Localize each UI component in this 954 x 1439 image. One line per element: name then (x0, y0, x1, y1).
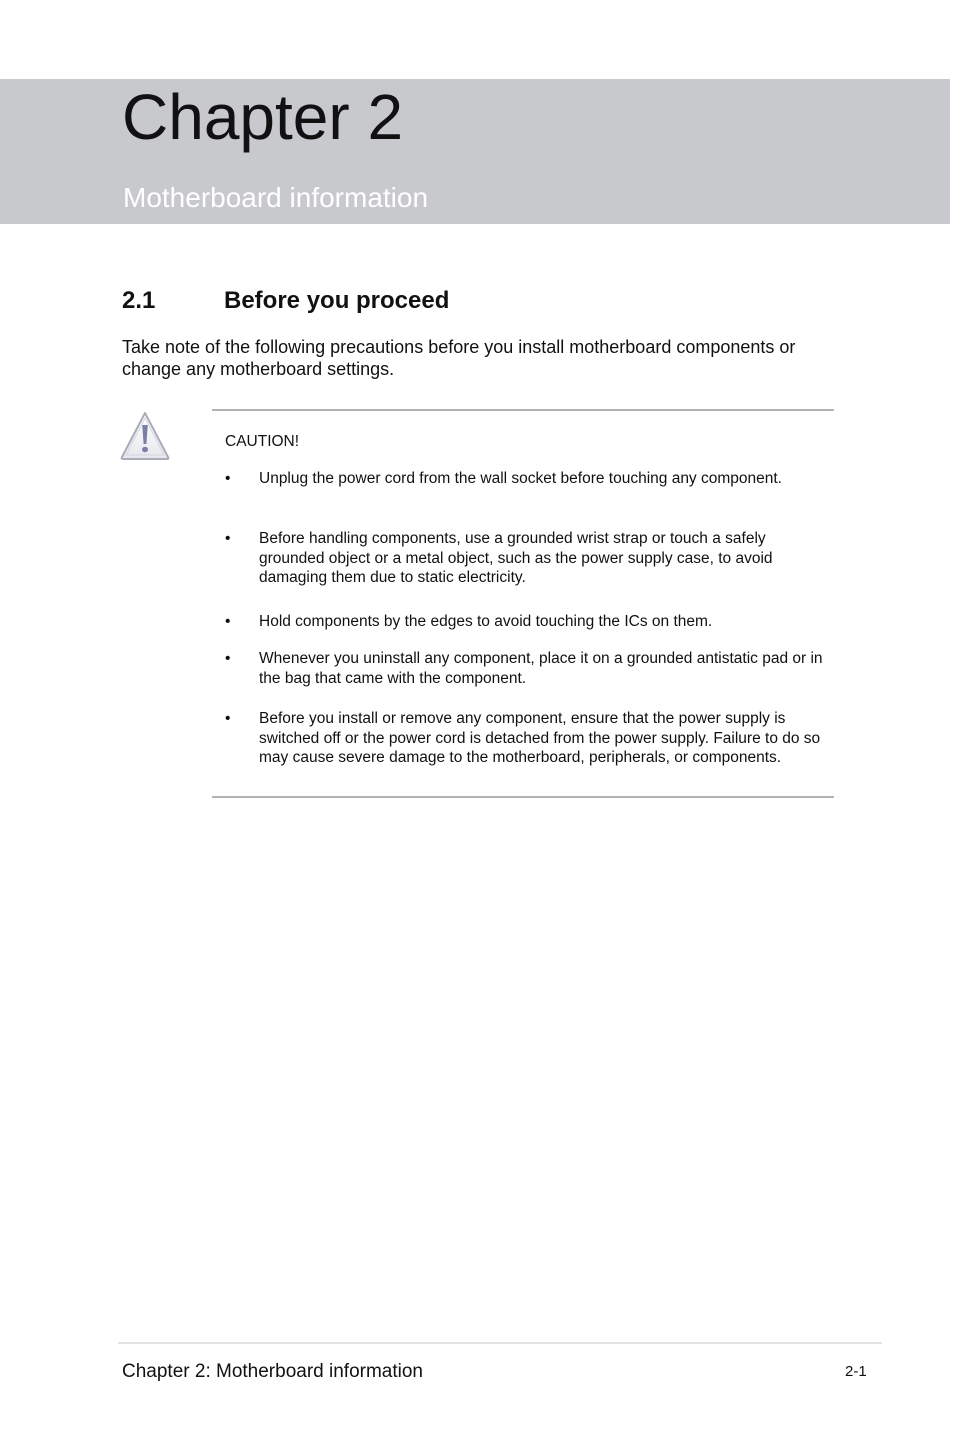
caution-item (225, 709, 825, 768)
caution-item-text: Before you install or remove any component, ensure that the power supply is switched off or the power cord is detached from the power supply. Failure to do so may cause severe damage to the motherboard, peripherals, or components. (259, 710, 821, 766)
caution-item (225, 612, 825, 632)
footer-divider (118, 1342, 882, 1344)
chapter-subtitle: Motherboard information (123, 182, 429, 213)
footer-chapter-title: Chapter 2: Motherboard information (122, 1361, 423, 1382)
chapter-title: Chapter 2 (122, 81, 404, 153)
caution-item (225, 469, 825, 489)
caution-item-text: Whenever you uninstall any component, place it on a grounded antistatic pad or in the bag that came with the component. (259, 650, 823, 687)
bullet-icon: • (225, 530, 231, 547)
caution-item (225, 649, 825, 688)
section-number: 2.1 (122, 287, 156, 314)
caution-item-text: Before handling components, use a grounded wrist strap or touch a safely grounded object or a metal object, such as the power supply case, to avoid damaging them due to static electricity. (259, 530, 773, 586)
bullet-icon: • (225, 650, 231, 667)
bullet-icon: • (225, 470, 231, 487)
caution-triangle-icon (119, 410, 171, 462)
bullet-icon: • (225, 710, 231, 727)
section-title: Before you proceed (224, 287, 450, 314)
caution-label: CAUTION! (225, 433, 300, 450)
bullet-icon: • (225, 613, 231, 630)
caution-item (225, 529, 825, 588)
section-heading (122, 286, 449, 316)
caution-item-text: Hold components by the edges to avoid touching the ICs on them. (259, 613, 713, 630)
caution-item-text: Unplug the power cord from the wall socket before touching any component. (259, 470, 782, 487)
footer-page-number: 2-1 (845, 1363, 867, 1380)
section-intro: Take note of the following precautions before you install motherboard components or change any motherboard settings. (122, 337, 796, 379)
